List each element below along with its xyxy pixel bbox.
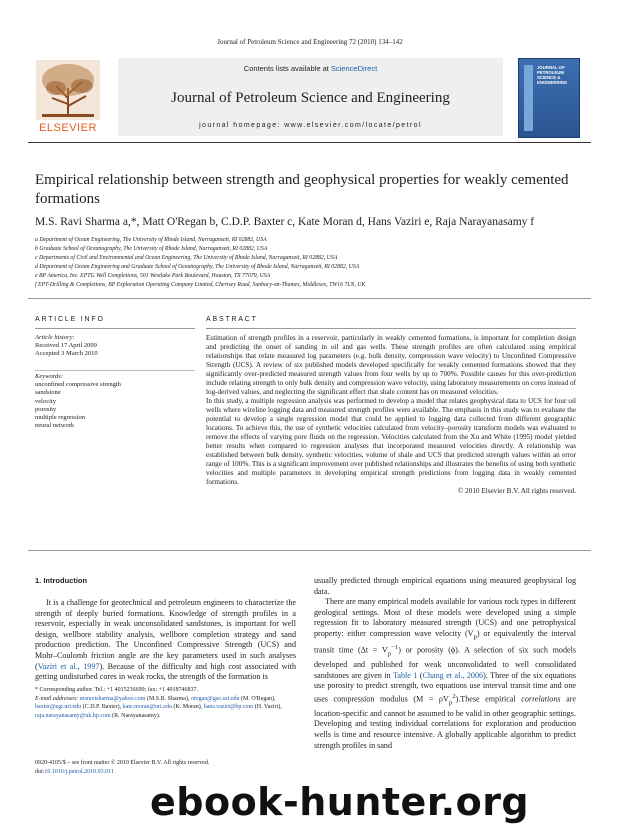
- abstract-rule: [206, 328, 576, 329]
- text-run: (: [417, 670, 423, 680]
- header-rule: [28, 142, 591, 143]
- contents-prefix: Contents lists available at: [243, 64, 331, 73]
- text-run: There are many empirical models available for various rock types in different geological settings. Most of these models were developed using a simple regression fit to laboratory measured strength (UCS) and one petrophysical property: either compression wave velocity (V: [314, 597, 576, 638]
- body-rule: [28, 550, 591, 551]
- email-link[interactable]: oregan@gso.uri.edu: [190, 695, 240, 702]
- affiliation: b Graduate School of Oceanography, The University of Rhode Island, Narragansett, RI 02882, USA: [35, 246, 268, 252]
- keyword: unconfined compressive strength: [35, 381, 121, 389]
- cover-title: JOURNAL OF PETROLEUM SCIENCE & ENGINEERING: [537, 65, 568, 85]
- issn-line: 0920-4105/$ – see front matter © 2010 Elsevier B.V. All rights reserved.: [35, 760, 210, 766]
- email-owner: (K. Moran),: [171, 704, 204, 711]
- text-run: It is a challenge for geotechnical and petroleum engineers to characterize the strength of deeply buried formations. Knowledge of strength profiles in a reservoir, especially in weak unconsolidated sandstones, is important for well design, wellbore stability analysis, wellbore completion strategy and sand production prediction. The Unconfined Compressive Strength (UCS) and Mohr–Coulomb friction angle are the key parameters used in such analyses (: [35, 598, 296, 671]
- intro-paragraph: [35, 598, 296, 683]
- author-list: M.S. Ravi Sharma a,*, Matt O'Regan b, C.D.P. Baxter c, Kate Moran d, Hans Vaziri e, Raja Narayanasamy f: [35, 216, 535, 228]
- table-link[interactable]: Table 1: [393, 670, 418, 680]
- citation-link[interactable]: Chang et al., 2006: [422, 670, 484, 680]
- citation-link[interactable]: Vaziri et al., 1997: [37, 661, 100, 671]
- accepted-date: Accepted 3 March 2010: [35, 350, 98, 358]
- intro-paragraph: There are many empirical models available for various rock types in different geological settings. Most of these models were developed using a simple regression fit to laboratory measured strength (UCS) and one petrophysical property: either compression wave velocity $(V_p)$ or equivalently the interval transit time $(\Delta t = V_p^{-1})$ or porosity (ϕ). A selection of six such models developed and published for weak unconsolidated to well consolidated sandstones are given in Table 1 (Chang et al., 2006). Three of the six equations use porosity to predict strength, two equations use interval transit time and one uses compression modulus $(M = \rho V_p^2).These$ empirical correlations are location-specific and cannot be assumed to be valid in other geographic settings. Developing and testing individual correlations for exploration and production wells is time and resource intensive. A globally applicable algorithm to predict strength profiles in sand: [314, 597, 577, 750]
- history-label: Article history:: [35, 334, 75, 341]
- issn-doi-footer: [35, 759, 300, 776]
- introduction-heading: 1. Introduction: [35, 576, 88, 585]
- cover-stripe: [524, 65, 533, 131]
- text-run: ). Because of the difficulty and high cost associated with getting undisturbed cores in weak rocks, the strength of the formation is: [35, 661, 297, 682]
- affiliation: f EPT-Drilling & Completions, BP Exploration Operating Company Limited, Chertsey Road, Sunbury-on-Thames, Middlesex, TW16 7LN, UK: [35, 282, 366, 288]
- doi-link[interactable]: 10.1016/j.petrol.2010.03.011: [44, 768, 114, 775]
- keywords-rule: [35, 370, 195, 371]
- body-column-left: [35, 598, 296, 683]
- article-title: Empirical relationship between strength and geophysical properties for weakly cemented formations: [35, 172, 569, 207]
- text-run: are location-specific and cannot be assumed to be valid in other geographic settings. Developing and testing individual correlations for exploration and production wells is time and resource intensive. A globally applicable algorithm to predict strength profiles in sand: [314, 694, 576, 750]
- affiliation: a Department of Ocean Engineering, The University of Rhode Island, Narragansett, RI 02882, USA: [35, 237, 267, 243]
- intro-paragraph: usually predicted through empirical equations using measured geophysical log data.: [314, 576, 576, 596]
- watermark: ebook-hunter.org: [150, 780, 530, 824]
- keywords-block: [35, 373, 195, 430]
- email-link[interactable]: baxter@egr.uri.edu: [35, 704, 82, 711]
- text-run: ).These empirical: [455, 694, 522, 704]
- journal-homepage[interactable]: journal homepage: www.elsevier.com/locate/petrol: [199, 122, 422, 129]
- email-label: E-mail addresses:: [35, 695, 80, 702]
- abstract-heading: ABSTRACT: [206, 316, 258, 323]
- email-link[interactable]: kate.moran@uri.edu: [122, 704, 172, 711]
- email-owner: (R. Narayanasamy).: [110, 713, 161, 720]
- affiliation: d Department of Ocean Engineering and Graduate School of Oceanography, The University of Rhode Island, Narragansett, RI 02882, USA: [35, 264, 360, 270]
- text-run: correlations: [521, 694, 561, 704]
- running-header: Journal of Petroleum Science and Engineering 72 (2010) 134–142: [217, 38, 403, 46]
- journal-title: Journal of Petroleum Science and Engineering: [171, 90, 450, 106]
- email-owner: (C.D.P. Baxter),: [81, 704, 123, 711]
- affiliation: c Departments of Civil and Environmental and Ocean Engineering, The University of Rhode Island, Narragansett, RI 02882, USA: [35, 255, 338, 261]
- article-info-heading: ARTICLE INFO: [35, 316, 105, 323]
- email-link[interactable]: hans.vaziri@bp.com: [203, 704, 254, 711]
- keyword: multiple regression: [35, 414, 86, 422]
- keywords-label: Keywords:: [35, 373, 63, 380]
- email-link[interactable]: raja.narayanasamy@uk.bp.com: [35, 713, 111, 720]
- body-column-right: [314, 576, 576, 751]
- text-run: ). Three of the six equations use porosity to predict strength, two equations use interval transit time and one uses compression modulus (M = ρV: [314, 670, 577, 704]
- corresponding-author-note: * Corresponding author. Tel.: +1 4015236699; fax: +1 4018746837.: [35, 687, 199, 693]
- keyword: neural network: [35, 422, 75, 430]
- footnotes: [35, 686, 300, 721]
- abstract-paragraph: Estimation of strength profiles in a reservoir, particularly in weakly cemented formations, is important for completion design and predicting the onset of sanding in oil and gas wells. These strength profiles are often calculated using empirical relationships that relate measured log parameters (e.g. bulk density, compression wave velocity) to Unconfined Compressive Strength (UCS). A review of six published models developed specifically for weakly cemented formations showed that they significantly over-predicted measured strength values from four wells by up to 700%. Possible causes for this over-prediction include relating strength to only bulk density and compression wave velocity, using laboratory measurements on cores instead of log-derived values, and neglecting the significant effect that shale content has on measured velocities.: [206, 334, 576, 396]
- text-run: ) or equivalently the interval transit time (Δt = V: [314, 628, 576, 655]
- contents-line: [118, 64, 503, 73]
- received-date: Received 17 April 2009: [35, 342, 97, 350]
- email-link[interactable]: msravisharma@yahoo.com: [79, 695, 146, 702]
- text-run: ) or porosity (ϕ). A selection of six such models developed and published for weak unconsolidated to well consolidated sandstones are given in: [314, 645, 576, 680]
- journal-cover-thumbnail: [518, 58, 580, 138]
- email-addresses: [35, 695, 300, 721]
- abstract-body: [206, 334, 576, 496]
- affiliation: e BP America, Inc. EPTG Well Completions, 501 Westlake Park Boulevard, Houston, TX 77079, USA: [35, 273, 271, 279]
- sciencedirect-link[interactable]: ScienceDirect: [330, 64, 378, 73]
- email-owner: (M.S.R. Sharma),: [145, 695, 191, 702]
- section-rule: [28, 298, 591, 299]
- keyword: velocity: [35, 397, 56, 405]
- doi-line: [35, 768, 300, 777]
- abstract-paragraph: In this study, a multiple regression analysis was performed to develop a model that relates geophysical data to UCS for four oil wells where wireline logging data and measured strength profiles were available. The emphasis in this study was to evaluate the potential to develop a single regression model that could be applied to logging data collected from different geographic locations. To achieve this, the use of synthetic velocities calculated from velocity–porosity transform models was evaluated to remove the effects of varying pore fluids on the regression. Velocities calculated from the Xu and White (1995) model yielded better results when compared to regression analyses that incorporated measured velocities directly. A relationship was established between bulk density, synthetic velocities, volume of shale and UCS that predicted strength values within an error range of 100%. This is a significant improvement over published relationships and illustrates the benefits of using both synthetic velocities and multiple parameters in developing empirical strength predictions from logging data in weakly cemented formations.: [206, 397, 576, 486]
- email-owner: (H. Vaziri),: [253, 704, 282, 711]
- doi-prefix: doi:: [35, 768, 45, 775]
- abstract-copyright: © 2010 Elsevier B.V. All rights reserved.: [457, 487, 576, 495]
- publisher-name: ELSEVIER: [39, 122, 97, 134]
- email-owner: (M. O'Regan),: [239, 695, 276, 702]
- article-history: [35, 334, 195, 359]
- article-info-rule: [35, 328, 195, 329]
- keyword: porosity: [35, 405, 57, 413]
- keyword: sandstone: [35, 389, 61, 397]
